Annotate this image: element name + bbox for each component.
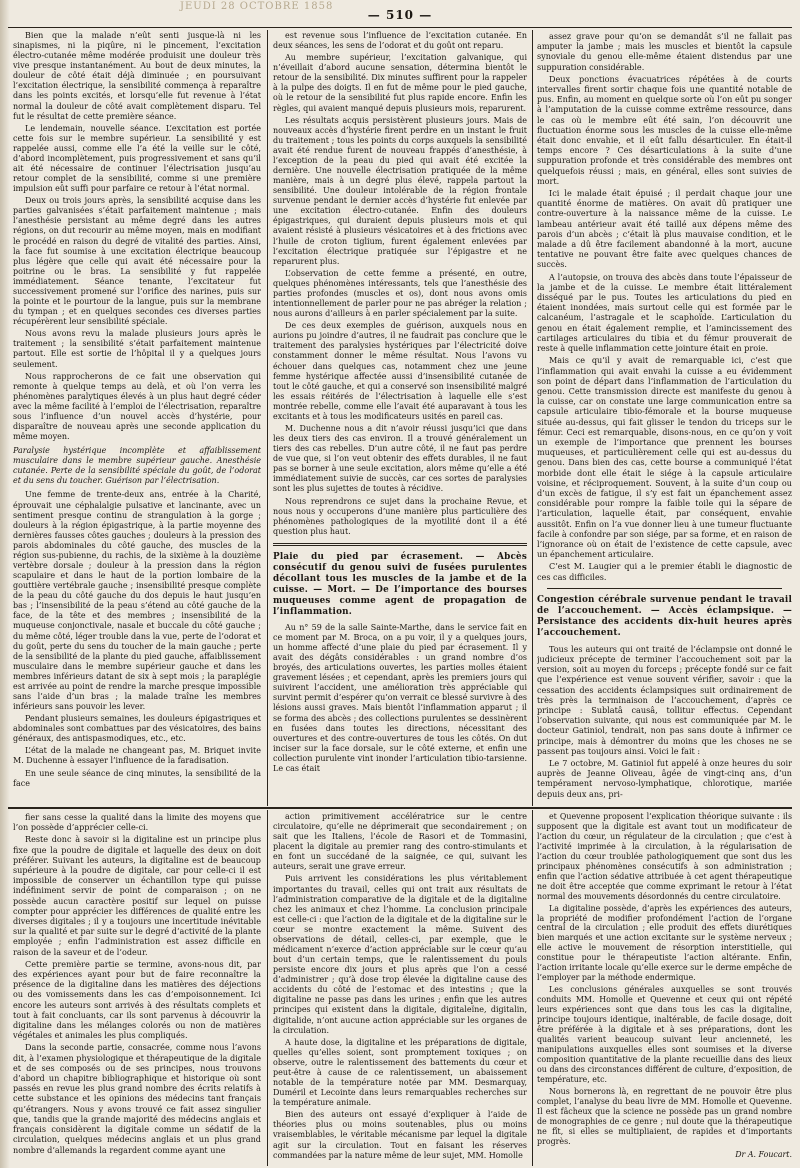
paragraph: Le lendemain, nouvelle séance. L’excitation est portée cette fois sur le membre supérieur. La sensibilité y est rappelée aussi, comme elle l’a été la veille sur le côté, d’abord incomplètement, puis progressivement et sans qu’il ait été nécessaire de continuer l’électrisation jusqu’au retour complet de la sensibilité, comme si une première impulsion eût suffi pour parfaire ce retour à l’état normal. — [13, 123, 261, 194]
column-divider — [532, 30, 533, 806]
page-header — [0, 0, 800, 30]
paragraph: Ici le malade était épuisé ; il perdait chaque jour une quantité énorme de matières. On avait dû pratiquer une contre-ouverture à la naissance même de la cuisse. Le lambeau antérieur avait été taillé aux dépens même des parois d’un abcès ; c’était là plus mauvaise condition, et le malade a dû être facilement abandonné à la mort, aucune tentative ne pouvant être faite avec quelques chances de succès. — [537, 188, 792, 270]
paragraph: Dans la seconde partie, consacrée, comme nous l’avons dit, à l’examen physiologique et thérapeutique de la digitale et de ses composés ou de ses principes, nous trouvons d’abord un chapitre bibliographique et historique où sont passés en revue les plus grand nombre des écrits relatifs à cette substance et les opinions des médecins tant français qu’étrangers. Nous y avons trouvé ce fait assez singulier que, tandis que la grande majorité des médecins anglais et français considèrent la digitale comme un sédatif de la circulation, quelques médecins anglais et un plus grand nombre d’allemands la regardent comme ayant une — [13, 1042, 261, 1155]
paragraph: Au membre supérieur, l’excitation galvanique, qui n’éveillait d’abord aucune sensation, détermina bientôt le retour de la sensibilité. Dix minutes suffirent pour la rappeler à la pulpe des doigts. Il en fut de même pour le pied gauche, où le retour de la sensibilité fut plus rapide encore. Enfin les règles, qui avaient manqué depuis plusieurs mois, reparurent. — [273, 53, 527, 113]
paragraph: Bien des auteurs ont essayé d’expliquer à l’aide de théories plus ou moins soutenables, plus ou moins vraisemblables, le véritable mécanisme par lequel la digitale agit sur la circulation. Tout en faisant les réserves commandées par la nature même de leur sujet, MM. Homolle — [273, 1110, 527, 1160]
paragraph: Au n° 59 de la salle Sainte-Marthe, dans le service fait en ce moment par M. Broca, on a pu voir, il y a quelques jours, un homme affecté d’une plaie du pied par écrasement. Il y avait des dégâts considérables : un grand nombre d’os broyés, des articulations ouvertes, les parties molles étaient gravement lésées ; et cependant, après les premiers jours qui suivirent l’accident, une amélioration très appréciable qui survint permit d’espérer qu’on verrait ce blessé survivre à des lésions aussi graves. Mais bientôt l’inflammation apparut ; il se forma des abcès ; des collections purulentes se dessinèrent en fusées dans toutes les directions, nécessitant des ouvertures et des contre-ouvertures de tous les côtés. On dut inciser sur la face dorsale, sur le côté externe, et enfin une collection purulente vint inonder l’articulation tibio-tarsienne. Le cas était — [273, 622, 527, 773]
paragraph: Nous reprendrons ce sujet dans la prochaine Revue, et nous nous y occuperons d’une manière plus particulière des phénomènes pathologiques de la myotilité dont il a été question plus haut. — [273, 496, 527, 536]
case-heading: Paralysie hystérique incomplète et affaiblissement musculaire dans le membre supérieur gauche. Anesthésie cutanée. Perte de la sensibilité spéciale du goût, de l’odorat et du sens du toucher. Guérison par l’électrisation. — [13, 446, 261, 486]
paragraph: Pendant plusieurs semaines, les douleurs épigastriques et abdominales sont combattues par des vésicatoires, des bains généraux, des antispasmodiques, etc., etc. — [13, 714, 261, 744]
paragraph: fier sans cesse la qualité dans la limite des moyens que l’on possède d’apprécier celle-ci. — [13, 812, 261, 833]
paragraph: A haute dose, la digitaline et les préparations de digitale, quelles qu’elles soient, sont promptement toxiques ; on observe, outre le ralentissement des battements du cœur et peut-être à cause de ce ralentissement, un abaissement notable de la température notée par MM. Desmarquay, Duméril et Lecointe dans leurs remarquables recherches sur la température animale. — [273, 1037, 527, 1108]
paragraph: assez grave pour qu’on se demandât s’il ne fallait pas amputer la jambe ; mais les muscles et bientôt la capsule synoviale du genou elle-même étaient distendus par une suppuration considérable. — [537, 31, 792, 72]
paragraph: action primitivement accélératrice sur le centre circulatoire, qu’elle ne déprimerait que secondairement ; on sait que les Italiens, l’école de Rasori et de Tommasini, placent la digitale au premier rang des contro-stimulants et en font un succédané de la saignée, ce qui, suivant les auteurs, serait une grave erreur. — [273, 812, 527, 872]
paragraph: A l’autopsie, on trouva des abcès dans toute l’épaisseur de la jambe et de la cuisse. Le membre était littéralement disséqué par le pus. Toutes les articulations du pied en étaient inondées, mais surtout celle qui est formée par le calcanéum, l’astragale et le scaphoïde. L’articulation du genou en était également remplie, et l’amincissement des cartilages articulaires du tibia et du fémur prouverait de reste à quelle inflammation cette jointure était en proie. — [537, 271, 792, 354]
paragraph: Nous rapprocherons de ce fait une observation qui remonte à quelque temps au delà, et où l’on verra les phénomènes paralytiques élevés à un plus haut degré céder avec la même facilité à l’emploi de l’électrisation, reparaître sous l’influence d’un nouvel accès d’hystérie, pour disparaître de nouveau après une seconde application du même moyen. — [13, 371, 261, 442]
paragraph: L’observation de cette femme a présenté, en outre, quelques phénomènes intéressants, tels que l’anesthésie des parties profondes (muscles et os), dont nous avons omis intentionnellement de parler pour ne pas abréger la relation ; nous aurons d’ailleurs à en parler spécialement par la suite. — [273, 268, 527, 319]
paragraph: Le 7 octobre, M. Gatiniol fut appelé à onze heures du soir auprès de Jeanne Oliveau, âgée de vingt-cinq ans, d’un tempérament nervoso-lymphatique, chlorotique, mariée depuis deux ans, pri- — [537, 758, 792, 799]
show-through-text: JEUDI 28 OCTOBRE 1858 — [180, 1, 334, 12]
article-title: Plaie du pied par écrasement. — Abcès consécutif du genou suivi de fusées purulentes décollant tous les muscles de la jambe et de la cuisse. — Mort. — De l’importance des bourses muqueuses comme agent de propagation de l’inflammation. — [273, 551, 527, 617]
paragraph: C’est M. Laugier qui a le premier établi le diagnostic de ces cas difficiles. — [537, 561, 792, 582]
top-column-3 — [537, 31, 792, 801]
paragraph: Une femme de trente-deux ans, entrée à la Charité, éprouvait une céphalalgie pulsative et lancinante, avec un sentiment presque continu de strangulation à la gorge ; douleurs à la région épigastrique, à la partie moyenne des dernières fausses côtes gauches ; douleurs à la pression des parois abdominales du côté gauche, des muscles de la région sus-pubienne, du rachis, de la sixième à la douzième vertèbre dorsale ; douleur à la pression dans la région scapulaire et dans le haut de la portion lombaire de la gouttière vertébrale gauche ; insensibilité presque complète de la peau du côté gauche du dos depuis le haut jusqu’en bas ; l’insensibilité de la peau s’étend au côté gauche de la face, de la tête et des membres ; insensibilité de la muqueuse conjonctivale, nasale et buccale du côté gauche ; du même côté, léger trouble dans la vue, perte de l’odorat et du goût, perte du sens du toucher de la main gauche ; perte de la sensibilité de la plante du pied gauche, affaiblissement musculaire dans le membre supérieur gauche et dans les membres inférieurs datant de six à sept mois ; la paraplégie est arrivée au point de rendre la marche presque impossible sans l’aide d’un bras ; la malade traîne les membres inférieurs sans pouvoir les lever. — [13, 490, 261, 712]
paragraph: M. Duchenne nous a dit n’avoir réussi jusqu’ici que dans les deux tiers des cas environ. Il a trouvé généralement un tiers des cas rebelles. D’un autre côté, il ne faut pas perdre de vue que, si l’on veut obtenir des effets durables, il ne faut pas se borner à une seule excitation, alors même qu’elle a été immédiatement suivie de succès, car ces sortes de paralysies sont les plus sujettes de toutes à récidive. — [273, 423, 527, 494]
binding-shadow — [0, 0, 10, 1168]
paragraph: Tous les auteurs qui ont traité de l’éclampsie ont donné le judicieux précepte de terminer l’accouchement soit par la version, soit au moyen du forceps ; précepte fondé sur ce fait que l’expérience est venue souvent vérifier, savoir : que la cessation des accidents éclampsiques suit ordinairement de très près la terminaison de l’accouchement, d’après ce principe : Sublatâ causâ, tollitur effectus. Cependant l’observation suivante, qui nous est communiquée par M. le docteur Gatiniol, tendrait, non pas sans doute à infirmer ce principe, mais à démontrer du moins que les choses ne se passent pas toujours ainsi. Voici le fait : — [537, 643, 792, 756]
paragraph: En une seule séance de cinq minutes, la sensibilité de la face — [13, 768, 261, 788]
paragraph: Nous avons revu la malade plusieurs jours après le traitement ; la sensibilité s’était parfaitement maintenue partout. Elle est sortie de l’hôpital il y a quelques jours seulement. — [13, 329, 261, 369]
bottom-column-2 — [273, 812, 527, 1164]
column-divider — [532, 810, 533, 1166]
paragraph: Nous bornerons là, en regrettant de ne pouvoir être plus complet, l’analyse du beau livre de MM. Homolle et Quevenne. Il est fâcheux que la science ne possède pas un grand nombre de monographies de ce genre ; nul doute que la thérapeutique ne fît, si elles se multipliaient, de rapides et d’importants progrès. — [537, 1086, 792, 1146]
paragraph: est revenue sous l’influence de l’excitation cutanée. En deux séances, les sens de l’odorat et du goût ont reparu. — [273, 31, 527, 51]
paragraph: Les résultats acquis persistèrent plusieurs jours. Mais de nouveaux accès d’hystérie firent perdre en un instant le fruit du traitement ; tous les points du corps auxquels la sensibilité avait été rendue furent de nouveau frappés d’anesthésie, à l’exception de la peau du pied qui avait été excitée la dernière. Une nouvelle électrisation pratiquée de la même manière, mais à un degré plus élevé, rappela partout la sensibilité. Une douleur intolérable de la région frontale survenue pendant le dernier accès d’hystérie fut enlevée par une excitation électro-cutanée. Enfin des douleurs épigastriques, qui duraient depuis plusieurs mois et qui avaient résisté à plusieurs vésicatoires et à des frictions avec l’huile de croton tiglium, furent également enlevées par l’excitation électrique pratiquée sur l’épigastre et ne reparurent plus. — [273, 115, 527, 266]
paragraph: Deux ou trois jours après, la sensibilité acquise dans les parties galvanisées s’était parfaitement maintenue ; mais l’anesthésie persistant au même degré dans les autres régions, on dut recourir au même moyen, mais en modifiant le procédé en raison du degré de vitalité des parties. Ainsi, la face fut soumise à une excitation électrique beaucoup plus légère que celle qui avait été nécessaire pour la poitrine ou le bras. La sensibilité y fut rappelée immédiatement. Séance tenante, l’excitateur fut successivement promené sur l’orifice des narines, puis sur la pointe et le pourtour de la langue, puis sur la membrane du tympan ; et en quelques secondes ces diverses parties récupérèrent leur sensibilité spéciale. — [13, 196, 261, 327]
feuilleton-rule — [8, 807, 792, 809]
paragraph: et Quevenne proposent l’explication théorique suivante : ils supposent que la digitale est avant tout un modificateur de l’action du cœur, un régulateur de la circulation ; que c’est à l’activité imprimée à la circulation, à la régularisation de l’action du cœur troublée pathologiquement que sont dus les principaux phénomènes consécutifs à son administration ; enfin que l’action sédative attribuée à cet agent thérapeutique ne doit être acceptée que comme exprimant le retour à l’état normal des mouvements désordonnés du centre circulatoire. — [537, 812, 792, 901]
header-rule — [8, 27, 792, 28]
paragraph: De ces deux exemples de guérison, auxquels nous en aurions pu joindre d’autres, il ne faudrait pas conclure que le traitement des paralysies hystériques par l’électricité doive constamment donner le même résultat. Nous l’avons vu échouer dans quelques cas, notamment chez une jeune femme hystérique affectée aussi d’insensibilité cutanée de tout le côté gauche, et qui a conservé son insensibilité malgré les essais réitérés de l’électrisation à laquelle elle s’est montrée rebelle, comme elle l’avait été auparavant à tous les excitants et à tous les modificateurs usités en pareil cas. — [273, 321, 527, 421]
bottom-column-3 — [537, 812, 792, 1164]
paragraph: L’état de la malade ne changeant pas, M. Briquet invite M. Duchenne à essayer l’influence de la faradisation. — [13, 746, 261, 766]
paragraph: Mais ce qu’il y avait de remarquable ici, c’est que l’inflammation qui avait envahi la cuisse a eu évidemment son point de départ dans l’inflammation de l’articulation du genou. Cette transmission directe est manifeste du genou à la cuisse, car on constate une large communication entre sa capsule articulaire tibio-fémorale et la bourse muqueuse située au-dessus, qui fait glisser le tendon du triceps sur le fémur. Ceci est remarquable, disons-nous, en ce qu’on y voit un exemple de l’importance que prennent les bourses muqueuses, et particulièrement celle qui est au-dessus du genou. Dans bien des cas, cette bourse a communiqué l’état morbide dont elle était le siége à la capsule articulaire voisine, et réciproquement. Souvent, à la suite d’un coup ou d’un excès de fatigue, il s’y est fait un épanchement assez considérable pour rompre la faible toile qui la sépare de l’articulation, laquelle était, par conséquent, envahie aussitôt. Enfin on l’a vue donner lieu à une tumeur fluctuante facile à confondre par son siége, par sa forme, et en raison de l’ignorance où on était de l’existence de cette capsule, avec un épanchement articulaire. — [537, 355, 792, 560]
paragraph: Cette première partie se termine, avons-nous dit, par des expériences ayant pour but de faire reconnaître la présence de la digitaline dans les matières des déjections ou des vomissements dans les cas d’empoisonnement. Ici encore les auteurs sont arrivés à des résultats complets et tout à fait concluants, car ils sont parvenus à découvrir la digitaline dans les mélanges colorés ou non de matières végétales et animales les plus compliqués. — [13, 958, 261, 1041]
article-title: Congestion cérébrale survenue pendant le travail de l’accouchement. — Accès éclampsique. — Persistance des accidents dix-huit heures après l’accouchement. — [537, 594, 792, 638]
top-column-2 — [273, 31, 527, 801]
column-divider — [267, 810, 268, 1166]
author-signature: Dr A. Foucart. — [735, 1150, 792, 1160]
top-column-1 — [13, 31, 261, 801]
paragraph: Reste donc à savoir si la digitaline est un principe plus fixe que la poudre de digitale et laquelle des deux on doit préférer. Suivant les auteurs, la digitaline est de beaucoup supérieure à la poudre de digitale, car pour celle-ci il est impossible de conserver un échantillon type qui puisse indéfiniment servir de point de comparaison ; on ne possède aucun caractère positif sur lequel on puisse compter pour apprécier les différences de qualité entre les diverses digitales ; il y a toujours une incertitude inévitable sur la qualité et par suite sur le degré d’activité de la plante employée ; enfin l’administration est assez difficile en raison de la saveur et de l’odeur. — [13, 834, 261, 957]
paragraph: Bien que la malade n’eût senti jusque-là ni les sinapismes, ni la piqûre, ni le pincement, l’excitation électro-cutanée même modérée produisit une douleur très vive presque instantanément. Au bout de deux minutes, la douleur de côté était déjà diminuée ; en poursuivant l’excitation électrique, la sensibilité commença à reparaître dans les points excités, et lorsqu’elle fut revenue à l’état normal la douleur de côté avait complètement disparu. Tel fut le résultat de cette première séance. — [13, 31, 261, 121]
paragraph: Puis arrivent les considérations les plus véritablement importantes du travail, celles qui ont trait aux résultats de l’administration comparative de la digitale et de la digitaline chez les animaux et chez l’homme. La conclusion principale est celle-ci : que l’action de la digitale et de la digitaline sur le cœur se montre exactement la même. Suivent des observations de détail, celles-ci, par exemple, que le médicament n’exerce d’action appréciable sur le cœur qu’au bout d’un certain temps, que le ralentissement du pouls persiste encore dix jours et plus après que l’on a cessé d’administrer ; qu’à dose trop élevée la digitaline cause des accidents du côté de l’estomac et des intestins ; que la digitaline ne passe pas dans les urines ; enfin que les autres principes qui existent dans la digitale, digitaleïne, digitalin, digitalide, n’ont aucune action appréciable sur les organes de la circulation. — [273, 874, 527, 1035]
section-rule — [547, 588, 782, 589]
column-divider — [267, 30, 268, 806]
bottom-column-1 — [13, 812, 261, 1164]
paragraph: La digitaline possède, d’après les expériences des auteurs, la propriété de modifier profondément l’action de l’organe central de la circulation ; elle produit des effets diurétiques bien marqués et une action excitante sur le système nerveux ; elle active le mouvement de résorption interstitielle, qui constitue pour le thérapeutiste l’action altérante. Enfin, l’action irritante locale qu’elle exerce sur le derme empêche de l’employer par la méthode endermique. — [537, 903, 792, 983]
page-number: — 510 — — [367, 8, 433, 22]
paragraph: Deux ponctions évacuatrices répétées à de courts intervalles firent sortir chaque fois une quantité notable de pus. Enfin, au moment en quelque sorte où l’on eût pu songer à l’amputation de la cuisse comme extrême ressource, dans le cas où le membre eût été sain, l’on découvrit une fluctuation énorme sous les muscles de la cuisse elle-même était donc envahie, et il eût fallu désarticuler. En était-il temps encore ? Ces désarticulations à la suite d’une suppuration profonde et très considérable des membres ont quelquefois réussi ; mais, en général, elles sont suivies de mort. — [537, 73, 792, 186]
paragraph: Les conclusions générales auxquelles se sont trouvés conduits MM. Homolle et Quevenne et ceux qui ont répété leurs expériences sont que dans tous les cas la digitaline, principe toujours identique, inaltérable, de facile dosage, doit être préférée à la digitale et à ses préparations, dont les qualités varient beaucoup suivant leur ancienneté, les manipulations auxquelles elles sont soumises et la diverse composition quantitative de la plante recueillie dans des lieux ou dans des circonstances différent de culture, d’exposition, de température, etc. — [537, 985, 792, 1084]
section-rule — [273, 543, 527, 546]
